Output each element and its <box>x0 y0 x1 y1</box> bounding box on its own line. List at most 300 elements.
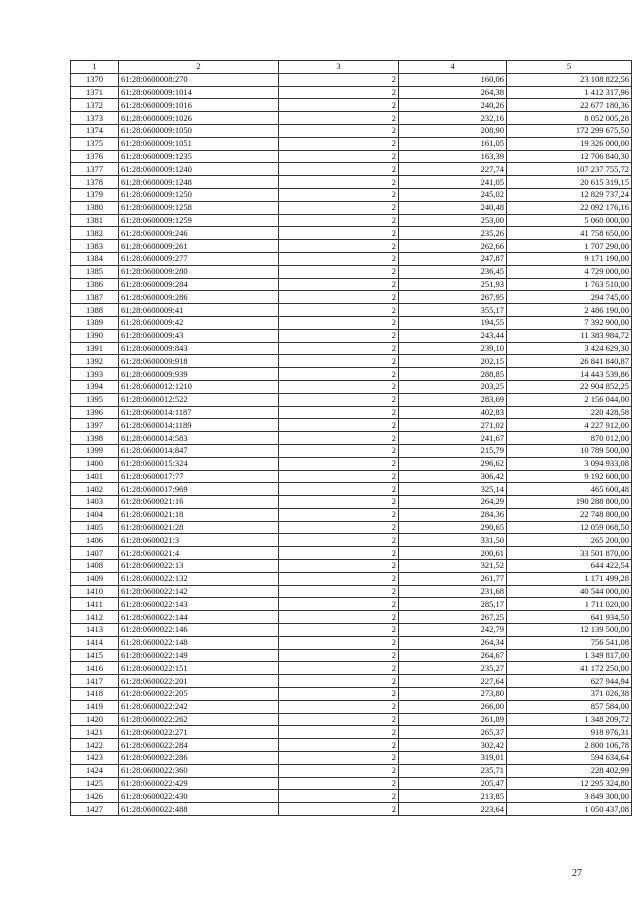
table-row <box>71 329 632 342</box>
cadastral-number-cell: 61:28:0600021:28 <box>119 521 279 534</box>
group-cell: 2 <box>279 316 399 329</box>
group-cell: 2 <box>279 240 399 253</box>
row-number-cell: 1371 <box>71 86 119 99</box>
group-cell: 2 <box>279 675 399 688</box>
cadastral-number-cell: 61:28:0600021:4 <box>119 547 279 560</box>
value-cell: 261,77 <box>399 572 507 585</box>
value-cell: 235,27 <box>399 662 507 675</box>
table-row <box>71 419 632 432</box>
value-cell: 247,87 <box>399 252 507 265</box>
table-row <box>71 265 632 278</box>
cadastral-number-cell: 61:28:0600012:1210 <box>119 380 279 393</box>
table-row <box>71 662 632 675</box>
page-number: 27 <box>572 868 582 879</box>
amount-cell: 1 349 817,00 <box>507 649 632 662</box>
row-number-cell: 1370 <box>71 73 119 86</box>
table-row <box>71 393 632 406</box>
group-cell: 2 <box>279 636 399 649</box>
group-cell: 2 <box>279 329 399 342</box>
value-cell: 321,52 <box>399 560 507 573</box>
amount-cell: 3 094 933,08 <box>507 457 632 470</box>
group-cell: 2 <box>279 419 399 432</box>
row-number-cell: 1384 <box>71 252 119 265</box>
table-row <box>71 508 632 521</box>
value-cell: 296,62 <box>399 457 507 470</box>
value-cell: 251,93 <box>399 278 507 291</box>
row-number-cell: 1426 <box>71 790 119 803</box>
table-row <box>71 432 632 445</box>
amount-cell: 10 789 500,00 <box>507 444 632 457</box>
table-row <box>71 214 632 227</box>
table-row <box>71 124 632 137</box>
table-row <box>71 585 632 598</box>
group-cell: 2 <box>279 585 399 598</box>
table-row <box>71 624 632 637</box>
table-row <box>71 137 632 150</box>
value-cell: 202,15 <box>399 355 507 368</box>
cadastral-number-cell: 61:28:0600009:1026 <box>119 112 279 125</box>
table-row <box>71 188 632 201</box>
amount-cell: 7 392 900,00 <box>507 316 632 329</box>
amount-cell: 14 443 539,86 <box>507 368 632 381</box>
cadastral-number-cell: 61:28:0600022:286 <box>119 752 279 765</box>
cadastral-number-cell: 61:28:0600017:77 <box>119 470 279 483</box>
table-row <box>71 496 632 509</box>
value-cell: 288,85 <box>399 368 507 381</box>
amount-cell: 265 200,00 <box>507 534 632 547</box>
cadastral-number-cell: 61:28:0600009:246 <box>119 227 279 240</box>
cadastral-number-cell: 61:28:0600022:488 <box>119 803 279 816</box>
row-number-cell: 1377 <box>71 163 119 176</box>
amount-cell: 19 326 000,00 <box>507 137 632 150</box>
group-cell: 2 <box>279 547 399 560</box>
row-number-cell: 1415 <box>71 649 119 662</box>
table-row <box>71 368 632 381</box>
table-row <box>71 611 632 624</box>
row-number-cell: 1405 <box>71 521 119 534</box>
table-row <box>71 521 632 534</box>
table-row <box>71 726 632 739</box>
cadastral-number-cell: 61:28:0600009:284 <box>119 278 279 291</box>
amount-cell: 1 050 437,08 <box>507 803 632 816</box>
group-cell: 2 <box>279 163 399 176</box>
group-cell: 2 <box>279 278 399 291</box>
cadastral-number-cell: 61:28:0600009:843 <box>119 342 279 355</box>
group-cell: 2 <box>279 380 399 393</box>
row-number-cell: 1412 <box>71 611 119 624</box>
amount-cell: 26 841 840,87 <box>507 355 632 368</box>
amount-cell: 2 800 106,78 <box>507 739 632 752</box>
amount-cell: 2 486 190,00 <box>507 304 632 317</box>
value-cell: 331,50 <box>399 534 507 547</box>
table-body <box>71 73 632 815</box>
value-cell: 194,55 <box>399 316 507 329</box>
cadastral-number-cell: 61:28:0600009:41 <box>119 304 279 317</box>
value-cell: 283,69 <box>399 393 507 406</box>
table-row <box>71 777 632 790</box>
table-row <box>71 86 632 99</box>
group-cell: 2 <box>279 137 399 150</box>
amount-cell: 594 634,64 <box>507 752 632 765</box>
cadastral-number-cell: 61:28:0600009:1050 <box>119 124 279 137</box>
group-cell: 2 <box>279 752 399 765</box>
row-number-cell: 1419 <box>71 700 119 713</box>
cadastral-number-cell: 61:28:0600022:132 <box>119 572 279 585</box>
cadastral-number-cell: 61:28:0600009:1240 <box>119 163 279 176</box>
amount-cell: 2 156 044,00 <box>507 393 632 406</box>
cadastral-number-cell: 61:28:0600021:3 <box>119 534 279 547</box>
row-number-cell: 1402 <box>71 483 119 496</box>
value-cell: 284,36 <box>399 508 507 521</box>
amount-cell: 41 172 250,00 <box>507 662 632 675</box>
row-number-cell: 1374 <box>71 124 119 137</box>
row-number-cell: 1401 <box>71 470 119 483</box>
table-row <box>71 278 632 291</box>
table-row <box>71 444 632 457</box>
cadastral-number-cell: 61:28:0600015:324 <box>119 457 279 470</box>
cadastral-number-cell: 61:28:0600009:42 <box>119 316 279 329</box>
amount-cell: 4 227 912,00 <box>507 419 632 432</box>
value-cell: 236,45 <box>399 265 507 278</box>
value-cell: 273,80 <box>399 688 507 701</box>
table-row <box>71 150 632 163</box>
amount-cell: 870 012,00 <box>507 432 632 445</box>
table-row <box>71 291 632 304</box>
table-row <box>71 73 632 86</box>
table-row <box>71 342 632 355</box>
row-number-cell: 1407 <box>71 547 119 560</box>
value-cell: 267,25 <box>399 611 507 624</box>
table-row <box>71 457 632 470</box>
table-row <box>71 201 632 214</box>
cadastral-number-cell: 61:28:0600012:522 <box>119 393 279 406</box>
cadastral-number-cell: 61:28:0600022:13 <box>119 560 279 573</box>
table-row <box>71 355 632 368</box>
group-cell: 2 <box>279 176 399 189</box>
row-number-cell: 1382 <box>71 227 119 240</box>
amount-cell: 41 758 650,00 <box>507 227 632 240</box>
cadastral-number-cell: 61:28:0600022:205 <box>119 688 279 701</box>
amount-cell: 465 600,48 <box>507 483 632 496</box>
value-cell: 262,66 <box>399 240 507 253</box>
group-cell: 2 <box>279 86 399 99</box>
cadastral-number-cell: 61:28:0600022:360 <box>119 764 279 777</box>
table-row <box>71 572 632 585</box>
amount-cell: 22 904 852,25 <box>507 380 632 393</box>
value-cell: 200,61 <box>399 547 507 560</box>
table-row <box>71 99 632 112</box>
row-number-cell: 1392 <box>71 355 119 368</box>
table-row <box>71 380 632 393</box>
table-row <box>71 636 632 649</box>
value-cell: 215,79 <box>399 444 507 457</box>
table-row <box>71 304 632 317</box>
value-cell: 213,85 <box>399 790 507 803</box>
table-row <box>71 112 632 125</box>
value-cell: 243,44 <box>399 329 507 342</box>
row-number-cell: 1410 <box>71 585 119 598</box>
row-number-cell: 1386 <box>71 278 119 291</box>
value-cell: 267,95 <box>399 291 507 304</box>
cadastral-number-cell: 61:28:0600022:149 <box>119 649 279 662</box>
amount-cell: 20 615 319,15 <box>507 176 632 189</box>
group-cell: 2 <box>279 777 399 790</box>
cadastral-number-cell: 61:28:0600022:262 <box>119 713 279 726</box>
cadastral-number-cell: 61:28:0600022:143 <box>119 598 279 611</box>
value-cell: 306,42 <box>399 470 507 483</box>
amount-cell: 8 052 005,28 <box>507 112 632 125</box>
group-cell: 2 <box>279 124 399 137</box>
row-number-cell: 1375 <box>71 137 119 150</box>
row-number-cell: 1424 <box>71 764 119 777</box>
row-number-cell: 1391 <box>71 342 119 355</box>
table-row <box>71 316 632 329</box>
group-cell: 2 <box>279 393 399 406</box>
row-number-cell: 1399 <box>71 444 119 457</box>
amount-cell: 1 711 020,00 <box>507 598 632 611</box>
cadastral-number-cell: 61:28:0600009:1235 <box>119 150 279 163</box>
group-cell: 2 <box>279 99 399 112</box>
table-header <box>71 61 632 74</box>
row-number-cell: 1383 <box>71 240 119 253</box>
row-number-cell: 1373 <box>71 112 119 125</box>
table-row <box>71 227 632 240</box>
row-number-cell: 1413 <box>71 624 119 637</box>
value-cell: 355,17 <box>399 304 507 317</box>
cadastral-number-cell: 61:28:0600009:1014 <box>119 86 279 99</box>
table-row <box>71 739 632 752</box>
cadastral-number-cell: 61:28:0600009:43 <box>119 329 279 342</box>
data-table <box>70 60 632 816</box>
group-cell: 2 <box>279 560 399 573</box>
row-number-cell: 1398 <box>71 432 119 445</box>
group-cell: 2 <box>279 444 399 457</box>
group-cell: 2 <box>279 112 399 125</box>
table-row <box>71 752 632 765</box>
amount-cell: 641 934,50 <box>507 611 632 624</box>
value-cell: 319,01 <box>399 752 507 765</box>
group-cell: 2 <box>279 713 399 726</box>
value-cell: 208,90 <box>399 124 507 137</box>
group-cell: 2 <box>279 342 399 355</box>
cadastral-number-cell: 61:28:0600009:918 <box>119 355 279 368</box>
cadastral-number-cell: 61:28:0600009:1051 <box>119 137 279 150</box>
table-row <box>71 649 632 662</box>
amount-cell: 1 348 209,72 <box>507 713 632 726</box>
amount-cell: 9 192 600,00 <box>507 470 632 483</box>
value-cell: 240,48 <box>399 201 507 214</box>
cadastral-number-cell: 61:28:0600022:284 <box>119 739 279 752</box>
table-row <box>71 240 632 253</box>
cadastral-number-cell: 61:28:0600022:429 <box>119 777 279 790</box>
amount-cell: 12 829 737,24 <box>507 188 632 201</box>
table-row <box>71 560 632 573</box>
value-cell: 227,64 <box>399 675 507 688</box>
cadastral-number-cell: 61:28:0600014:1189 <box>119 419 279 432</box>
value-cell: 261,89 <box>399 713 507 726</box>
row-number-cell: 1381 <box>71 214 119 227</box>
value-cell: 245,02 <box>399 188 507 201</box>
value-cell: 235,71 <box>399 764 507 777</box>
cadastral-number-cell: 61:28:0600009:280 <box>119 265 279 278</box>
value-cell: 163,39 <box>399 150 507 163</box>
group-cell: 2 <box>279 406 399 419</box>
cadastral-number-cell: 61:28:0600008:270 <box>119 73 279 86</box>
group-cell: 2 <box>279 688 399 701</box>
row-number-cell: 1397 <box>71 419 119 432</box>
group-cell: 2 <box>279 201 399 214</box>
value-cell: 264,38 <box>399 86 507 99</box>
value-cell: 241,05 <box>399 176 507 189</box>
table-row <box>71 252 632 265</box>
cadastral-number-cell: 61:28:0600009:1016 <box>119 99 279 112</box>
row-number-cell: 1389 <box>71 316 119 329</box>
cadastral-number-cell: 61:28:0600009:1248 <box>119 176 279 189</box>
row-number-cell: 1406 <box>71 534 119 547</box>
table-row <box>71 688 632 701</box>
header-col-5: 5 <box>507 61 632 74</box>
group-cell: 2 <box>279 662 399 675</box>
group-cell: 2 <box>279 265 399 278</box>
value-cell: 264,34 <box>399 636 507 649</box>
group-cell: 2 <box>279 739 399 752</box>
row-number-cell: 1393 <box>71 368 119 381</box>
row-number-cell: 1418 <box>71 688 119 701</box>
table-row <box>71 176 632 189</box>
group-cell: 2 <box>279 496 399 509</box>
value-cell: 242,79 <box>399 624 507 637</box>
cadastral-number-cell: 61:28:0600022:146 <box>119 624 279 637</box>
header-col-1: 1 <box>71 61 119 74</box>
group-cell: 2 <box>279 790 399 803</box>
cadastral-number-cell: 61:28:0600009:939 <box>119 368 279 381</box>
table-row <box>71 547 632 560</box>
amount-cell: 12 706 840,30 <box>507 150 632 163</box>
group-cell: 2 <box>279 304 399 317</box>
group-cell: 2 <box>279 726 399 739</box>
cadastral-number-cell: 61:28:0600022:242 <box>119 700 279 713</box>
group-cell: 2 <box>279 73 399 86</box>
group-cell: 2 <box>279 368 399 381</box>
table-row <box>71 700 632 713</box>
group-cell: 2 <box>279 534 399 547</box>
row-number-cell: 1423 <box>71 752 119 765</box>
row-number-cell: 1376 <box>71 150 119 163</box>
row-number-cell: 1404 <box>71 508 119 521</box>
amount-cell: 3 849 300,00 <box>507 790 632 803</box>
value-cell: 231,68 <box>399 585 507 598</box>
group-cell: 2 <box>279 483 399 496</box>
cadastral-number-cell: 61:28:0600014:583 <box>119 432 279 445</box>
value-cell: 264,29 <box>399 496 507 509</box>
value-cell: 239,10 <box>399 342 507 355</box>
row-number-cell: 1425 <box>71 777 119 790</box>
group-cell: 2 <box>279 649 399 662</box>
row-number-cell: 1409 <box>71 572 119 585</box>
row-number-cell: 1400 <box>71 457 119 470</box>
row-number-cell: 1390 <box>71 329 119 342</box>
row-number-cell: 1395 <box>71 393 119 406</box>
group-cell: 2 <box>279 355 399 368</box>
value-cell: 402,83 <box>399 406 507 419</box>
amount-cell: 3 424 629,30 <box>507 342 632 355</box>
cadastral-number-cell: 61:28:0600009:1259 <box>119 214 279 227</box>
amount-cell: 40 544 000,00 <box>507 585 632 598</box>
group-cell: 2 <box>279 188 399 201</box>
group-cell: 2 <box>279 764 399 777</box>
row-number-cell: 1422 <box>71 739 119 752</box>
header-col-4: 4 <box>399 61 507 74</box>
amount-cell: 11 383 984,72 <box>507 329 632 342</box>
value-cell: 223,64 <box>399 803 507 816</box>
row-number-cell: 1417 <box>71 675 119 688</box>
group-cell: 2 <box>279 432 399 445</box>
amount-cell: 12 295 324,80 <box>507 777 632 790</box>
cadastral-number-cell: 61:28:0600017:969 <box>119 483 279 496</box>
amount-cell: 22 677 180,36 <box>507 99 632 112</box>
amount-cell: 12 059 068,50 <box>507 521 632 534</box>
group-cell: 2 <box>279 291 399 304</box>
value-cell: 203,25 <box>399 380 507 393</box>
group-cell: 2 <box>279 611 399 624</box>
amount-cell: 857 584,00 <box>507 700 632 713</box>
value-cell: 265,37 <box>399 726 507 739</box>
amount-cell: 22 092 176,16 <box>507 201 632 214</box>
value-cell: 241,67 <box>399 432 507 445</box>
row-number-cell: 1385 <box>71 265 119 278</box>
header-col-2: 2 <box>119 61 279 74</box>
group-cell: 2 <box>279 214 399 227</box>
amount-cell: 371 026,38 <box>507 688 632 701</box>
table-row <box>71 163 632 176</box>
value-cell: 161,05 <box>399 137 507 150</box>
value-cell: 205,47 <box>399 777 507 790</box>
row-number-cell: 1411 <box>71 598 119 611</box>
value-cell: 290,65 <box>399 521 507 534</box>
cadastral-number-cell: 61:28:0600014:1187 <box>119 406 279 419</box>
amount-cell: 9 171 190,00 <box>507 252 632 265</box>
amount-cell: 220 428,58 <box>507 406 632 419</box>
value-cell: 235,26 <box>399 227 507 240</box>
table-row <box>71 790 632 803</box>
group-cell: 2 <box>279 252 399 265</box>
cadastral-number-cell: 61:28:0600009:277 <box>119 252 279 265</box>
cadastral-number-cell: 61:28:0600009:1250 <box>119 188 279 201</box>
group-cell: 2 <box>279 572 399 585</box>
amount-cell: 5 060 000,00 <box>507 214 632 227</box>
table-row <box>71 713 632 726</box>
cadastral-number-cell: 61:28:0600022:271 <box>119 726 279 739</box>
row-number-cell: 1388 <box>71 304 119 317</box>
cadastral-number-cell: 61:28:0600021:16 <box>119 496 279 509</box>
value-cell: 302,42 <box>399 739 507 752</box>
amount-cell: 756 541,08 <box>507 636 632 649</box>
value-cell: 266,00 <box>399 700 507 713</box>
cadastral-number-cell: 61:28:0600022:151 <box>119 662 279 675</box>
value-cell: 271,02 <box>399 419 507 432</box>
group-cell: 2 <box>279 150 399 163</box>
cadastral-number-cell: 61:28:0600014:847 <box>119 444 279 457</box>
amount-cell: 1 412 317,96 <box>507 86 632 99</box>
table-row <box>71 803 632 816</box>
row-number-cell: 1380 <box>71 201 119 214</box>
cadastral-number-cell: 61:28:0600022:430 <box>119 790 279 803</box>
value-cell: 325,14 <box>399 483 507 496</box>
row-number-cell: 1378 <box>71 176 119 189</box>
row-number-cell: 1421 <box>71 726 119 739</box>
group-cell: 2 <box>279 803 399 816</box>
row-number-cell: 1396 <box>71 406 119 419</box>
